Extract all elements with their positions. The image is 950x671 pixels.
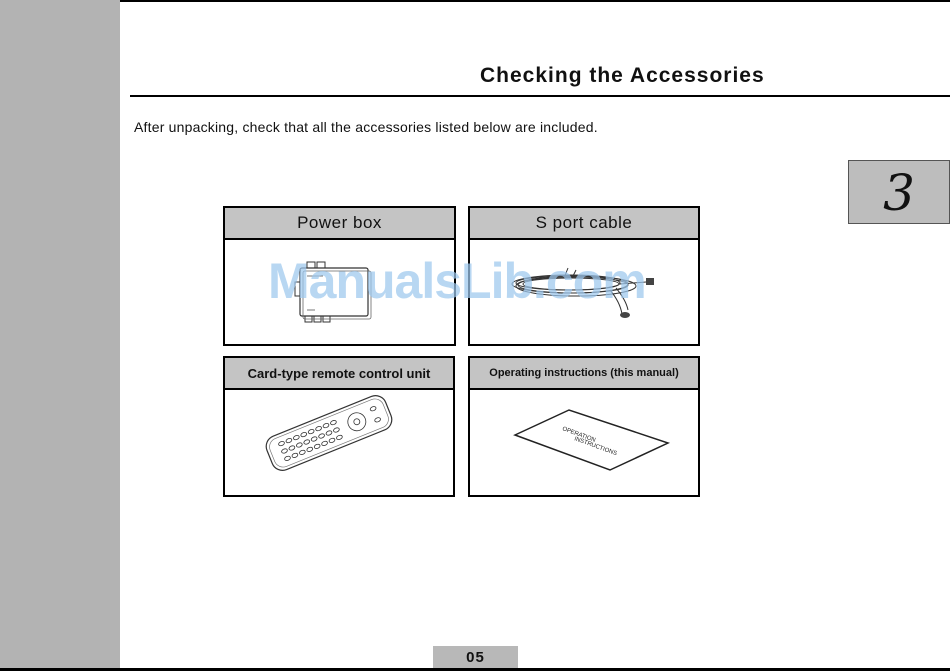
top-border bbox=[120, 0, 950, 2]
booklet-text-operation: OPERATION bbox=[561, 426, 597, 444]
page-number: 05 bbox=[433, 646, 518, 668]
left-sidebar bbox=[0, 0, 120, 671]
page-title: Checking the Accessories bbox=[480, 64, 765, 87]
intro-text: After unpacking, check that all the accessories listed below are included. bbox=[134, 119, 598, 135]
accessory-label: S port cable bbox=[470, 208, 698, 240]
accessory-label: Operating instructions (this manual) bbox=[470, 358, 698, 390]
manual-booklet-image bbox=[470, 390, 698, 497]
chapter-number: 3 bbox=[883, 164, 915, 222]
accessory-operating-instructions bbox=[468, 356, 700, 497]
title-rule bbox=[130, 95, 950, 97]
watermark: ManualsLib.com bbox=[268, 253, 646, 309]
booklet-text-instructions: INSTRUCTIONS bbox=[573, 436, 618, 458]
accessory-remote-control bbox=[223, 356, 455, 497]
chapter-tab bbox=[848, 160, 950, 224]
remote-control-image bbox=[225, 390, 453, 497]
accessory-label: Power box bbox=[225, 208, 454, 240]
accessory-label: Card-type remote control unit bbox=[225, 358, 453, 390]
